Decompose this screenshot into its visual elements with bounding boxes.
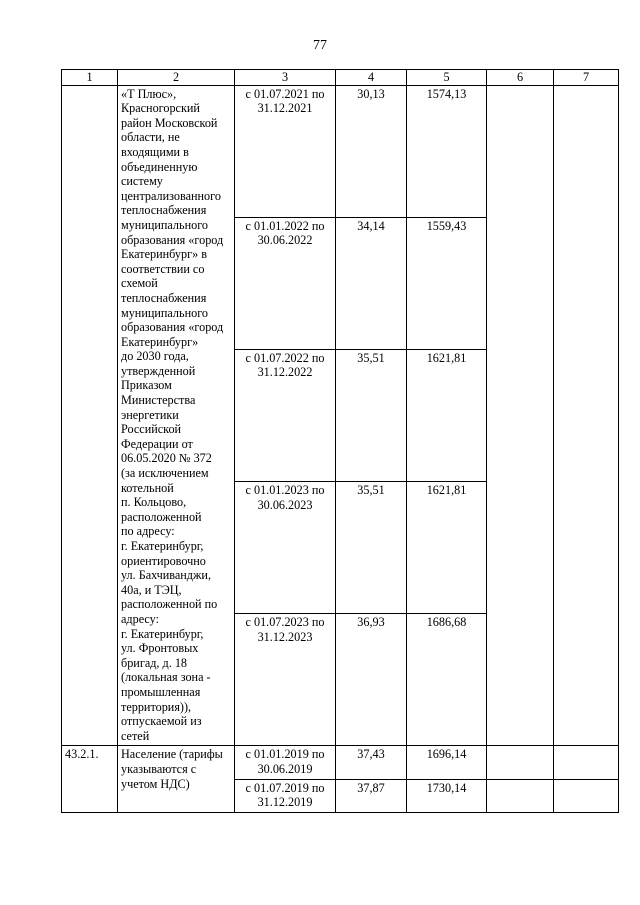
value-cell: 35,51 (336, 482, 407, 614)
value-cell (487, 746, 554, 779)
item-description: Население (тарифы указываются с учетом НДС) (118, 746, 235, 812)
value-cell: 1696,14 (407, 746, 487, 779)
value-cell: 1621,81 (407, 349, 487, 481)
table-row (62, 85, 619, 217)
period-cell: с 01.07.2022 по 31.12.2022 (235, 349, 336, 481)
value-cell: 30,13 (336, 85, 407, 217)
column-header: 4 (336, 70, 407, 86)
column-header: 1 (62, 70, 118, 86)
value-cell (554, 779, 619, 812)
item-code (62, 85, 118, 746)
period-cell: с 01.07.2019 по 31.12.2019 (235, 779, 336, 812)
value-cell: 1574,13 (407, 85, 487, 217)
column-header: 6 (487, 70, 554, 86)
period-cell: с 01.07.2023 по 31.12.2023 (235, 614, 336, 746)
value-cell (554, 85, 619, 746)
value-cell: 37,87 (336, 779, 407, 812)
column-header: 5 (407, 70, 487, 86)
period-cell: с 01.01.2019 по 30.06.2019 (235, 746, 336, 779)
value-cell (487, 85, 554, 746)
value-cell: 37,43 (336, 746, 407, 779)
column-header: 7 (554, 70, 619, 86)
period-cell: с 01.07.2021 по 31.12.2021 (235, 85, 336, 217)
item-code: 43.2.1. (62, 746, 118, 812)
column-header: 2 (118, 70, 235, 86)
period-cell: с 01.01.2022 по 30.06.2022 (235, 217, 336, 349)
value-cell: 1686,68 (407, 614, 487, 746)
table-row (62, 746, 619, 779)
period-cell: с 01.01.2023 по 30.06.2023 (235, 482, 336, 614)
value-cell: 34,14 (336, 217, 407, 349)
value-cell: 35,51 (336, 349, 407, 481)
value-cell: 1559,43 (407, 217, 487, 349)
page-number: 77 (313, 38, 327, 53)
value-cell: 1621,81 (407, 482, 487, 614)
value-cell: 1730,14 (407, 779, 487, 812)
value-cell (554, 746, 619, 779)
table-header-row (62, 70, 619, 86)
tariff-table (61, 69, 619, 813)
value-cell (487, 779, 554, 812)
item-description: «Т Плюс», Красногорский район Московской области, не входящими в объединенную систему централизованного теплоснабжения муниципального образования «город Екатеринбург» в соответствии со схемой теплоснабжения муниципального образования «город Екатеринбург» до 2030 года, утвержденной Приказом Министерства энергетики Российской Федерации от 06.05.2020 № 372 (за исключением котельной п. Кольцово, расположенной по адресу: г. Екатеринбург, ориентировочно ул. Бахчиванджи, 40а, и ТЭЦ, расположенной по адресу: г. Екатеринбург, ул. Фронтовых бригад, д. 18 (локальная зона - промышленная территория)), отпускаемой из сетей (118, 85, 235, 746)
column-header: 3 (235, 70, 336, 86)
value-cell: 36,93 (336, 614, 407, 746)
